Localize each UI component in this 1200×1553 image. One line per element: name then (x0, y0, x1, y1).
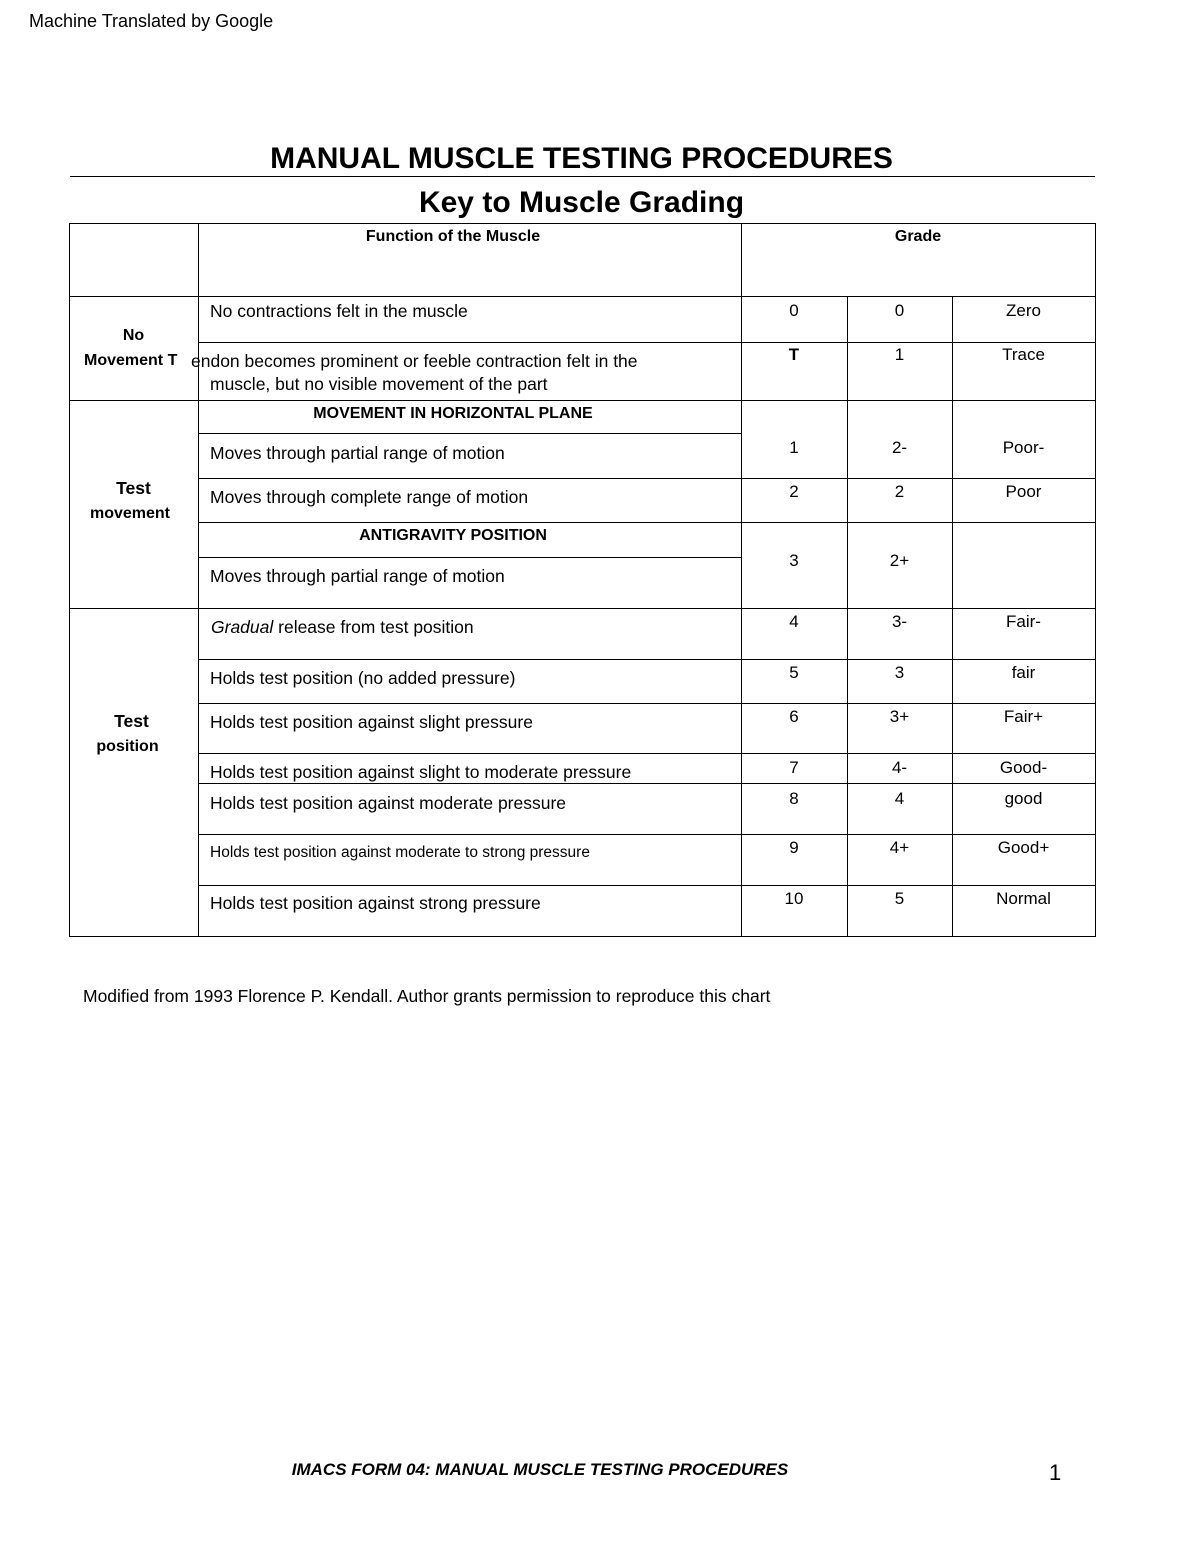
row-label: Normal (996, 889, 1051, 908)
subheading-horizontal-plane: MOVEMENT IN HORIZONTAL PLANE (313, 405, 593, 422)
row-score: 6 (789, 707, 799, 726)
row-score: 8 (789, 789, 799, 808)
row-description: Moves through complete range of motion (210, 487, 529, 507)
grid-line (198, 753, 1096, 754)
grid-line (69, 400, 1096, 401)
row-score: 3 (789, 551, 799, 570)
row-score: 0 (789, 301, 799, 320)
grid-line (69, 223, 1096, 224)
row-description: Moves through partial range of motion (210, 566, 505, 586)
row-label: Good+ (997, 838, 1050, 857)
row-grade: 2- (891, 438, 908, 457)
grid-line (69, 608, 1096, 609)
row-score: 10 (784, 889, 804, 908)
group-label: position (96, 738, 159, 755)
row-description: Holds test position against slight to moderate pressure (210, 762, 632, 782)
table-title: Key to Muscle Grading (418, 186, 745, 219)
row-description-continued: muscle, but no visible movement of the part (210, 374, 548, 394)
row-description: endon becomes prominent or feeble contraction felt in the (191, 351, 638, 371)
group-label: Movement T (84, 352, 178, 369)
row-label: Zero (1006, 301, 1041, 320)
grid-line (198, 703, 1096, 704)
page-title: MANUAL MUSCLE TESTING PROCEDURES (270, 142, 893, 175)
row-score: T (788, 345, 800, 364)
page-number: 1 (1049, 1460, 1062, 1485)
source-footnote: Modified from 1993 Florence P. Kendall. Author grants permission to reproduce this chart (83, 986, 771, 1006)
grid-line (198, 885, 1096, 886)
row-label: Good- (999, 758, 1048, 777)
row-grade: 2 (894, 482, 905, 501)
row-label: Fair+ (1003, 707, 1044, 726)
group-label: No (122, 327, 145, 344)
row-label: fair (1011, 663, 1036, 682)
row-label: good (1004, 789, 1043, 808)
page-footer: IMACS FORM 04: MANUAL MUSCLE TESTING PROCEDURES (291, 1460, 789, 1479)
title-rule (70, 176, 1095, 177)
row-description: Holds test position against slight pressure (210, 712, 533, 732)
grid-line (198, 659, 1096, 660)
group-label: movement (89, 505, 171, 522)
header-function: Function of the Muscle (365, 228, 541, 245)
grid-line (198, 522, 1096, 523)
grid-line (1095, 223, 1096, 936)
header-grade: Grade (894, 228, 942, 245)
row-description (211, 616, 474, 638)
row-grade: 4 (894, 789, 905, 808)
row-grade: 1 (894, 345, 905, 364)
row-score: 1 (789, 438, 799, 457)
row-description-rest: release from test position (273, 617, 474, 637)
row-grade: 5 (894, 889, 905, 908)
row-label: Poor (1005, 482, 1042, 501)
watermark: Machine Translated by Google (29, 11, 274, 31)
row-description: Moves through partial range of motion (210, 443, 505, 463)
row-description: Holds test position against moderate to strong pressure (210, 844, 590, 861)
row-description: Holds test position against strong pressure (210, 893, 541, 913)
row-grade: 4- (891, 758, 908, 777)
grid-line (741, 223, 742, 936)
subheading-antigravity: ANTIGRAVITY POSITION (359, 527, 547, 544)
row-description-emphasis: Gradual (211, 617, 274, 637)
grid-line (198, 557, 742, 558)
row-grade: 3+ (889, 707, 910, 726)
row-label: Fair- (1006, 612, 1041, 631)
grid-line (198, 783, 1096, 784)
row-grade: 3 (894, 663, 905, 682)
grid-line (69, 936, 1096, 937)
row-grade: 3- (891, 612, 908, 631)
row-score: 5 (789, 663, 799, 682)
row-score: 4 (789, 612, 799, 631)
row-description: Holds test position against moderate pressure (210, 793, 567, 813)
row-score: 7 (789, 758, 799, 777)
row-grade: 2+ (889, 551, 910, 570)
grid-line (198, 433, 742, 434)
group-label: Test (114, 711, 149, 731)
row-label: Poor- (1002, 438, 1045, 457)
row-grade: 0 (894, 301, 905, 320)
grid-line (198, 834, 1096, 835)
row-description: Holds test position (no added pressure) (210, 668, 516, 688)
row-score: 2 (789, 482, 799, 501)
row-grade: 4+ (889, 838, 910, 857)
row-score: 9 (789, 838, 799, 857)
row-label: Trace (1002, 345, 1045, 364)
grid-line (198, 478, 1096, 479)
grid-line (198, 223, 199, 936)
grid-line (198, 342, 1096, 343)
grid-line (69, 296, 1096, 297)
row-description: No contractions felt in the muscle (210, 301, 468, 321)
group-label: Test (116, 478, 151, 498)
